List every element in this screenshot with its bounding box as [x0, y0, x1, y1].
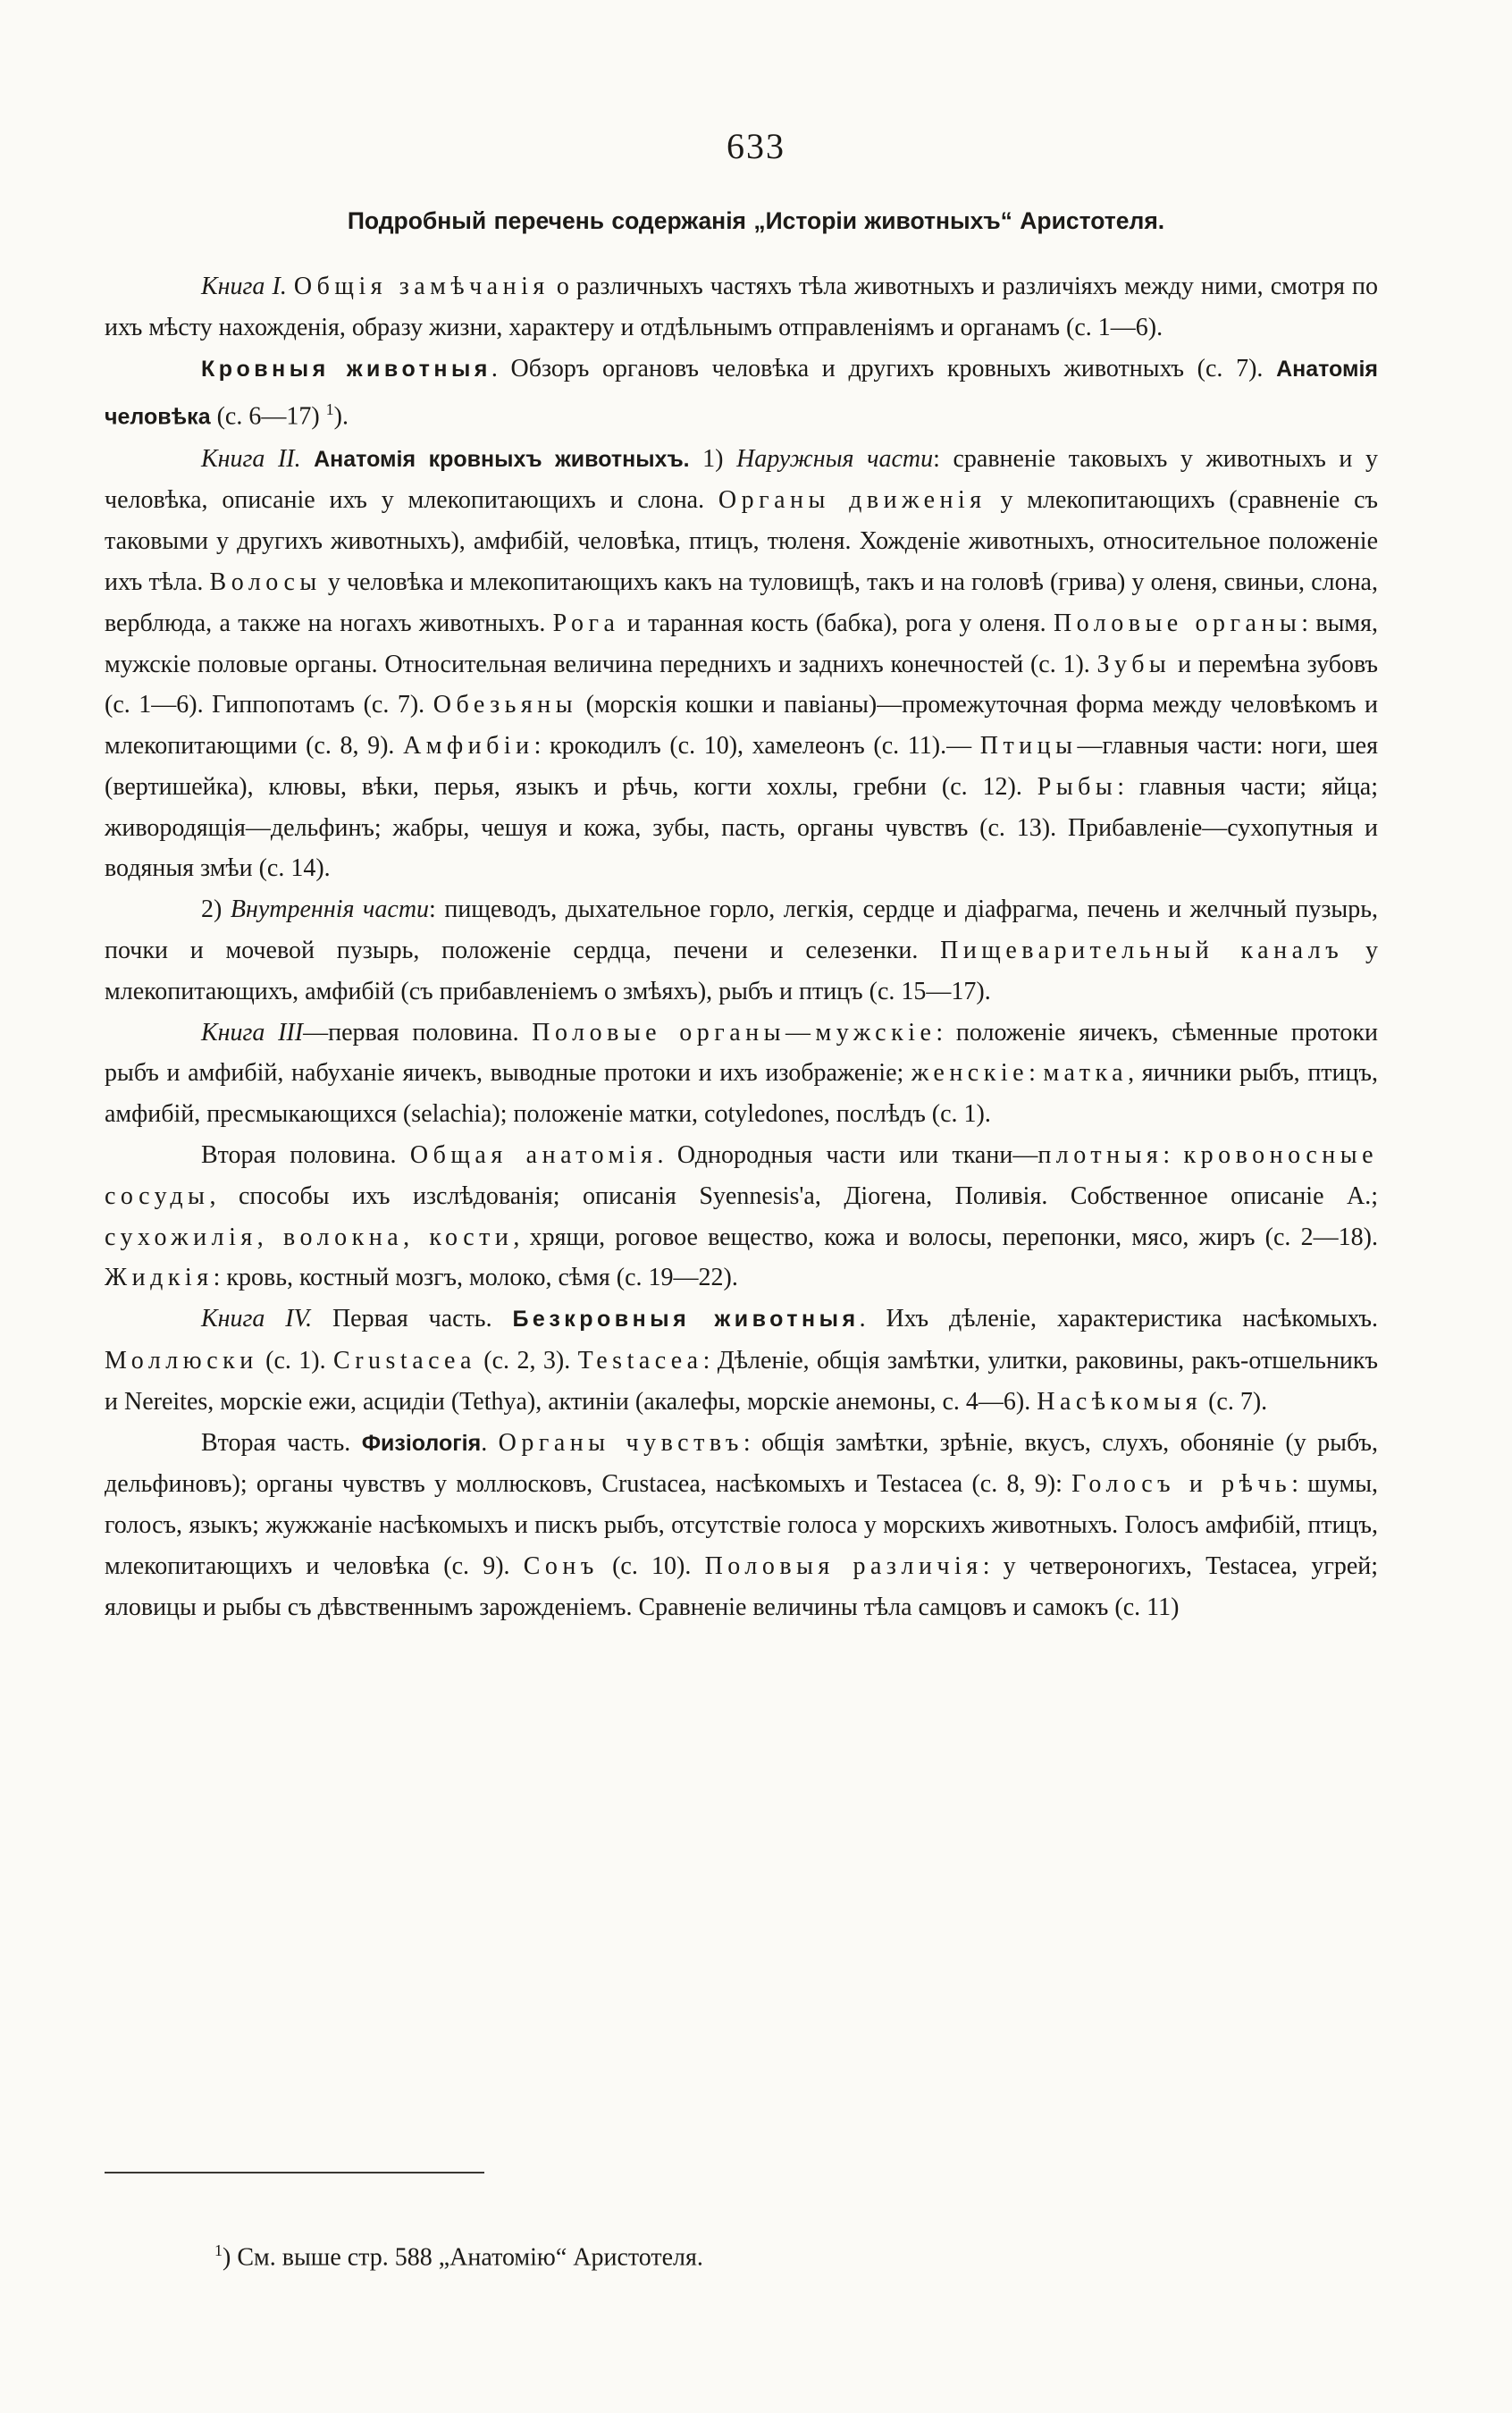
text-run: о различныхъ частяхъ тѣла животныхъ и различіяхъ между ними, смотря по ихъ мѣсту нахожденія, образу жизни, характеру и отдѣльнымъ отправленіямъ и органамъ (с. 1—6).	[105, 273, 1379, 341]
text-run: 1)	[689, 444, 737, 473]
page-number: 633	[727, 126, 785, 166]
spaced-term: плотныя	[1037, 1141, 1163, 1170]
text-run: у человѣка и млекопитающихъ какъ на туловищѣ, такъ и на головѣ (грива) у оленя, свиньи, слона, верблюда, а также на ногахъ животныхъ.	[105, 568, 1378, 637]
text-run: ).	[333, 402, 349, 431]
section-title: Кровныя животныя	[201, 356, 491, 382]
text-run: , способы ихъ изслѣдованія; описанія Syennesis'а, Діогена, Поливія. Собственное описаніе А.;	[209, 1181, 1378, 1210]
text-run: . Ихъ дѣленіе, характеристика насѣкомыхъ.	[859, 1305, 1378, 1333]
spaced-term: Амфибіи	[403, 732, 534, 761]
spaced-term: Половыя различія	[704, 1552, 983, 1581]
book-label: Книга IV.	[201, 1305, 313, 1333]
spaced-term: Сонъ	[523, 1552, 599, 1581]
spaced-term: Зубы	[1096, 650, 1172, 678]
text-run: (с. 1).	[257, 1347, 334, 1375]
text-run: —первая половина.	[303, 1018, 533, 1047]
spaced-term: Пищеварительный каналъ	[940, 937, 1344, 965]
text-run: : вымя, мужскіе половые органы. Относительная величина переднихъ и заднихъ конечностей (с. 1).	[105, 609, 1378, 678]
spaced-term: Волосы	[209, 568, 322, 596]
spaced-term: кровоносные сосуды	[105, 1141, 1378, 1210]
paragraph-book-4	[105, 1299, 1378, 1422]
text-run: :	[1163, 1141, 1184, 1170]
bold-term: Физіологія	[361, 1430, 482, 1456]
spaced-term: сухожилія, волокна, кости	[105, 1223, 514, 1251]
paragraph-book-1	[105, 266, 1378, 349]
spaced-term: Crustacea	[333, 1347, 476, 1375]
bold-term: Анатомія кровныхъ животныхъ.	[300, 446, 690, 472]
spaced-term: Половые органы	[1053, 609, 1302, 637]
spaced-term: Птицы	[979, 732, 1078, 761]
text-run: : пищеводъ, дыхательное горло, легкія, сердце и діафрагма, печень и желчный пузырь, почки и мочевой пузырь, положеніе сердца, печени и селезенки.	[105, 895, 1379, 965]
spaced-term: матка	[1043, 1059, 1129, 1088]
paragraph-book-2	[105, 439, 1378, 890]
text-run: : сравненіе таковыхъ у животныхъ и у человѣка, описаніе ихъ у млекопитающихъ и слона.	[105, 444, 1378, 515]
text-run: 2)	[201, 895, 231, 924]
text-run: , яичники рыбъ, птицъ, амфибій, пресмыкающихся (selachia); положеніе матки, cotyledones, послѣдъ (с. 1).	[105, 1059, 1378, 1129]
text-run: (морскія кошки и павіаны)—промежуточная форма между человѣкомъ и млекопитающими (с. 8, 9).	[105, 691, 1379, 761]
spaced-term: Общія замѣчанія	[293, 273, 550, 300]
text-run: :	[1029, 1059, 1044, 1088]
text-run: . Обзоръ органовъ человѣка и другихъ кровныхъ животныхъ (с. 7).	[491, 354, 1277, 383]
text-run: Первая часть.	[312, 1305, 513, 1333]
paragraph-blooded-animals	[105, 349, 1378, 439]
spaced-term: Рога	[552, 609, 620, 637]
footnote-reference: 1	[325, 400, 334, 419]
italic-term: Внутреннія части	[230, 895, 430, 924]
spaced-term: Testacea	[577, 1347, 703, 1375]
section-title: Безкровныя животныя	[512, 1307, 860, 1333]
text-run: : главныя части; яйца; живородящія—дельфинъ; жабры, чешуя и кожа, зубы, пасть, органы чувствъ (с. 13). Прибавленіе—сухопутныя и водяныя змѣи (с. 14).	[105, 772, 1378, 883]
spaced-term: Рыбы	[1037, 772, 1118, 801]
text-run: : положеніе яичекъ, сѣменные протоки рыбъ и амфибій, набуханіе яичекъ, выводные протоки и ихъ изображеніе;	[105, 1018, 1378, 1088]
text-run: : шумы, голосъ, языкъ; жужжаніе насѣкомыхъ и пискъ рыбъ, отсутствіе голоса у морскихъ животныхъ. Голосъ амфибій, птицъ, млекопитающихъ и человѣка (с. 9).	[105, 1470, 1379, 1581]
spaced-term: Моллюски	[105, 1347, 258, 1375]
text-run: у млекопитающихъ, амфибій (съ прибавленіемъ о змѣяхъ), рыбъ и птицъ (с. 15—17).	[105, 937, 1378, 1005]
text-run: : Дѣленіе, общія замѣтки, улитки, раковины, ракъ-отшельникъ и Nereites, морскіе ежи, асцидіи (Tethya), актиніи (акалефы, морскіе анемоны, с. 4—6).	[105, 1347, 1378, 1416]
text-run: и таранная кость (бабка), рога у оленя.	[619, 609, 1054, 637]
footnote-mark: 1	[214, 2241, 223, 2259]
book-label: Книга II.	[201, 444, 301, 473]
text-run: : крокодилъ (с. 10), хамелеонъ (с. 11).—	[533, 732, 980, 761]
book-label: Книга III	[201, 1018, 304, 1047]
paragraph-general-anatomy	[105, 1135, 1378, 1299]
text-run: : кровь, костный мозгъ, молоко, сѣмя (с. 19—22).	[213, 1264, 738, 1292]
text-run: , хрящи, роговое вещество, кожа и волосы, перепонки, мясо, жиръ (с. 2—18).	[513, 1223, 1378, 1251]
text-run: (с. 2, 3).	[475, 1347, 578, 1375]
text-run: .	[481, 1428, 499, 1457]
spaced-term: Голосъ и рѣчь	[1071, 1470, 1292, 1499]
italic-term: Наружныя части	[736, 444, 934, 473]
footnote-divider	[105, 2172, 484, 2173]
text-run: Вторая половина.	[201, 1141, 410, 1170]
spaced-term: Насѣкомыя	[1037, 1387, 1203, 1416]
footnote: $^1$) См. выше стр. 588 „Анатомію“ Аристотеля.	[214, 2241, 703, 2272]
text-run: и перемѣна зубовъ (с. 1—6). Гиппопотамъ (с. 7).	[105, 650, 1378, 719]
text-run: : у четвероногихъ, Testacea, угрей; яловицы и рыбы съ дѣвственнымъ зарожденіемъ. Сравненіе величины тѣла самцовъ и самокъ (с. 11)	[105, 1552, 1379, 1621]
text-run: (с. 7).	[1202, 1387, 1268, 1416]
body-text	[105, 266, 1378, 1628]
text-run: (с. 6—17)	[210, 402, 326, 431]
spaced-term: Жидкія	[105, 1264, 214, 1292]
footnote-text: См. выше стр. 588 „Анатомію“ Аристотеля.	[231, 2243, 703, 2272]
spaced-term: Органы чувствъ	[498, 1428, 743, 1457]
text-run: : общія замѣтки, зрѣніе, вкусъ, слухъ, обоняніе (у рыбъ, дельфиновъ); органы чувствъ у моллюсковъ, Crustacea, насѣкомыхъ и Testacea (с. 8, 9):	[105, 1428, 1379, 1499]
text-run: (с. 10).	[598, 1552, 705, 1581]
text-run: у млекопитающихъ (сравненіе съ таковыми у другихъ животныхъ), амфибій, человѣка, птицъ, тюленя. Хожденіе животныхъ, относительное положеніе ихъ тѣла.	[105, 486, 1378, 596]
spaced-term: Половые органы—мужскіе	[532, 1018, 937, 1047]
text-run: Вторая часть.	[201, 1428, 362, 1457]
spaced-term: женскіе	[911, 1059, 1029, 1088]
paragraph-internal-parts	[105, 889, 1378, 1012]
spaced-term: Общая анатомія	[409, 1141, 658, 1170]
spaced-term: Органы движенія	[718, 486, 987, 515]
text-run: —главныя части: ноги, шея (вертишейка), клювы, вѣки, перья, языкъ и рѣчь, когти хохлы, гребни (с. 12).	[105, 732, 1378, 801]
paragraph-physiology	[105, 1423, 1378, 1628]
page-title: Подробный перечень содержанія „Исторіи животныхъ“ Аристотеля.	[347, 207, 1165, 234]
bold-term: Анатомія человѣка	[105, 356, 1379, 430]
spaced-term: Обезьяны	[433, 691, 578, 719]
book-label: Книга I.	[201, 273, 287, 300]
paragraph-book-3	[105, 1013, 1378, 1135]
text-run: . Однородныя части или ткани—	[657, 1141, 1038, 1170]
